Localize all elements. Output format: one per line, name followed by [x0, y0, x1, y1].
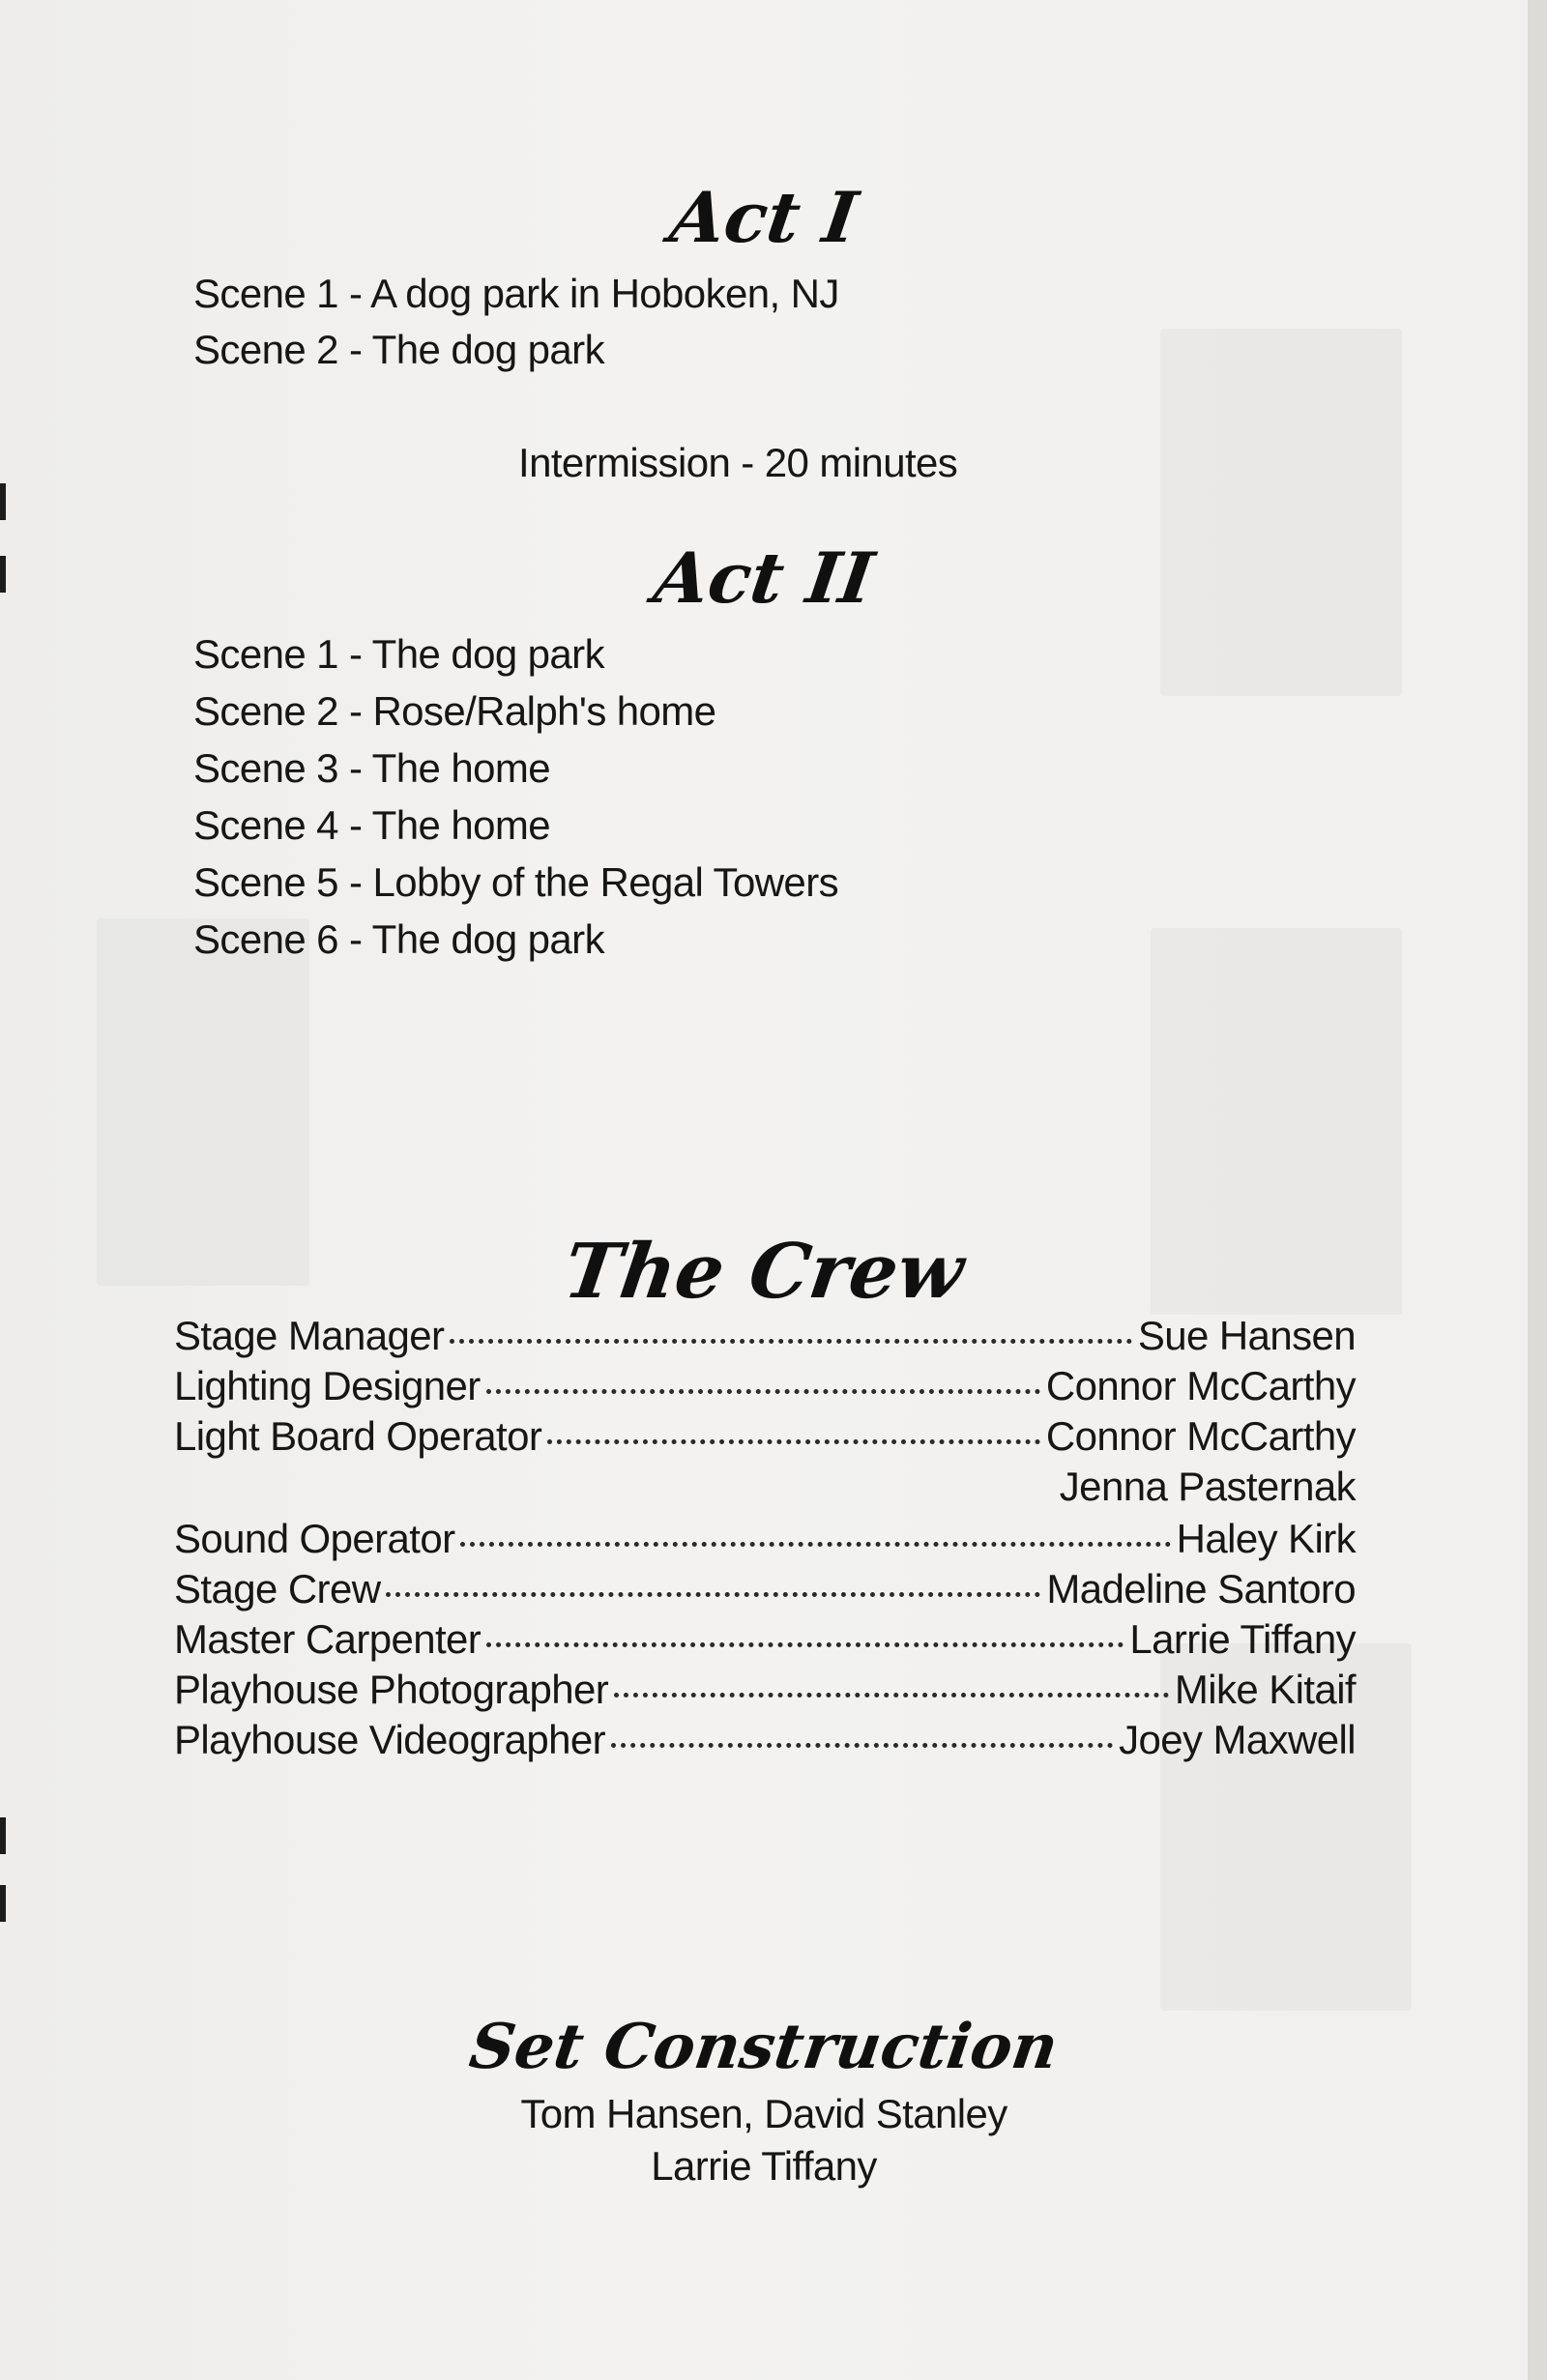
crew-name: Madeline Santoro	[1046, 1566, 1356, 1611]
crew-role: Master Carpenter	[174, 1616, 482, 1662]
dot-leader	[486, 1389, 1040, 1394]
act-2-scene-1: Scene 1 - The dog park	[193, 631, 604, 677]
crew-row-master-carpenter	[174, 1616, 1356, 1663]
set-construction-names-2: Larrie Tiffany	[651, 2143, 877, 2189]
page-edge	[1528, 0, 1547, 2380]
crew-role: Playhouse Videographer	[174, 1717, 606, 1762]
staple-mark	[0, 1817, 6, 1854]
dot-leader	[486, 1642, 1124, 1647]
staple-mark	[0, 556, 6, 593]
act-2-scene-6: Scene 6 - The dog park	[193, 916, 604, 962]
act-2-heading: Act II	[649, 537, 879, 619]
crew-name: Haley Kirk	[1176, 1516, 1356, 1561]
crew-row-light-board-operator	[174, 1413, 1356, 1460]
staple-mark	[0, 483, 6, 520]
crew-name: Joey Maxwell	[1119, 1717, 1356, 1762]
crew-row-light-board-operator-second: Jenna Pasternak	[1059, 1464, 1356, 1509]
dot-leader	[547, 1439, 1040, 1444]
act-2-scene-2: Scene 2 - Rose/Ralph's home	[193, 688, 716, 734]
act-2-scene-4: Scene 4 - The home	[193, 802, 550, 848]
crew-role: Stage Crew	[174, 1566, 381, 1611]
intermission-note: Intermission - 20 minutes	[518, 440, 958, 485]
act-1-heading: Act I	[665, 176, 862, 258]
crew-row-lighting-designer	[174, 1363, 1356, 1409]
set-construction-heading: Set Construction	[465, 2011, 1063, 2083]
crew-row-playhouse-videographer	[174, 1717, 1356, 1763]
dot-leader	[450, 1339, 1131, 1344]
crew-name: Mike Kitaif	[1174, 1667, 1356, 1712]
crew-name: Larrie Tiffany	[1129, 1616, 1356, 1662]
set-construction-names-1: Tom Hansen, David Stanley	[520, 2091, 1007, 2136]
crew-name: Sue Hansen	[1137, 1313, 1356, 1358]
staple-mark	[0, 1885, 6, 1922]
crew-row-playhouse-photographer	[174, 1667, 1356, 1713]
crew-role: Playhouse Photographer	[174, 1667, 609, 1712]
crew-role: Lighting Designer	[174, 1363, 481, 1408]
act-1-scene-1: Scene 1 - A dog park in Hoboken, NJ	[193, 271, 839, 316]
dot-leader	[611, 1743, 1113, 1748]
crew-role: Stage Manager	[174, 1313, 445, 1358]
crew-row-stage-manager	[174, 1313, 1356, 1359]
dot-leader	[386, 1592, 1040, 1597]
show-through-photo-top	[1160, 329, 1402, 696]
dot-leader	[460, 1542, 1170, 1547]
crew-row-stage-crew	[174, 1566, 1356, 1612]
crew-role: Light Board Operator	[174, 1413, 542, 1459]
crew-role: Sound Operator	[174, 1516, 455, 1561]
crew-name: Connor McCarthy	[1045, 1363, 1356, 1408]
act-1-scene-2: Scene 2 - The dog park	[193, 327, 604, 372]
crew-heading: The Crew	[558, 1228, 970, 1316]
crew-row-sound-operator	[174, 1516, 1356, 1562]
crew-name: Connor McCarthy	[1045, 1413, 1356, 1459]
act-2-scene-3: Scene 3 - The home	[193, 745, 550, 791]
dot-leader	[614, 1693, 1169, 1698]
act-2-scene-5: Scene 5 - Lobby of the Regal Towers	[193, 859, 838, 905]
